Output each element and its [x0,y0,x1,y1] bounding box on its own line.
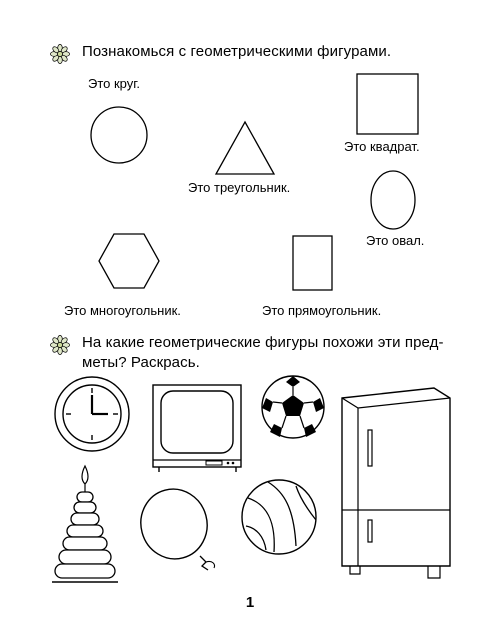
square-label: Это квадрат. [344,139,420,154]
beach-ball-icon [238,476,320,558]
soccer-ball-icon [258,372,328,442]
polygon-label: Это многоугольник. [64,303,181,318]
task-1-text: Познакомься с геометрическими фигурами. [82,43,392,60]
clock-icon [52,374,132,454]
task-1 [50,42,391,62]
rectangle-label: Это прямоугольник. [262,303,382,318]
page-number: 1 [245,594,255,611]
flower-icon [50,335,70,355]
task-2 [50,333,444,373]
oval-label: Это овал. [366,233,425,248]
polygon-shape [96,230,162,292]
fridge-icon [338,384,456,582]
task-2-line-2: меты? Раскрась. [82,354,200,371]
task-2-line-1: На какие геометрические фигуры похожи эти пред- [82,334,444,351]
oval-shape [368,168,420,232]
flower-icon [50,44,70,64]
triangle-label: Это треугольник. [188,180,291,195]
square-shape [356,73,420,137]
circle-shape [84,100,154,170]
rectangle-shape [292,235,334,293]
circle-label: Это круг. [88,76,141,91]
tv-icon [150,382,246,476]
balloon-icon [134,486,230,578]
pyramid-toy-icon [50,462,120,590]
triangle-shape [214,118,278,178]
